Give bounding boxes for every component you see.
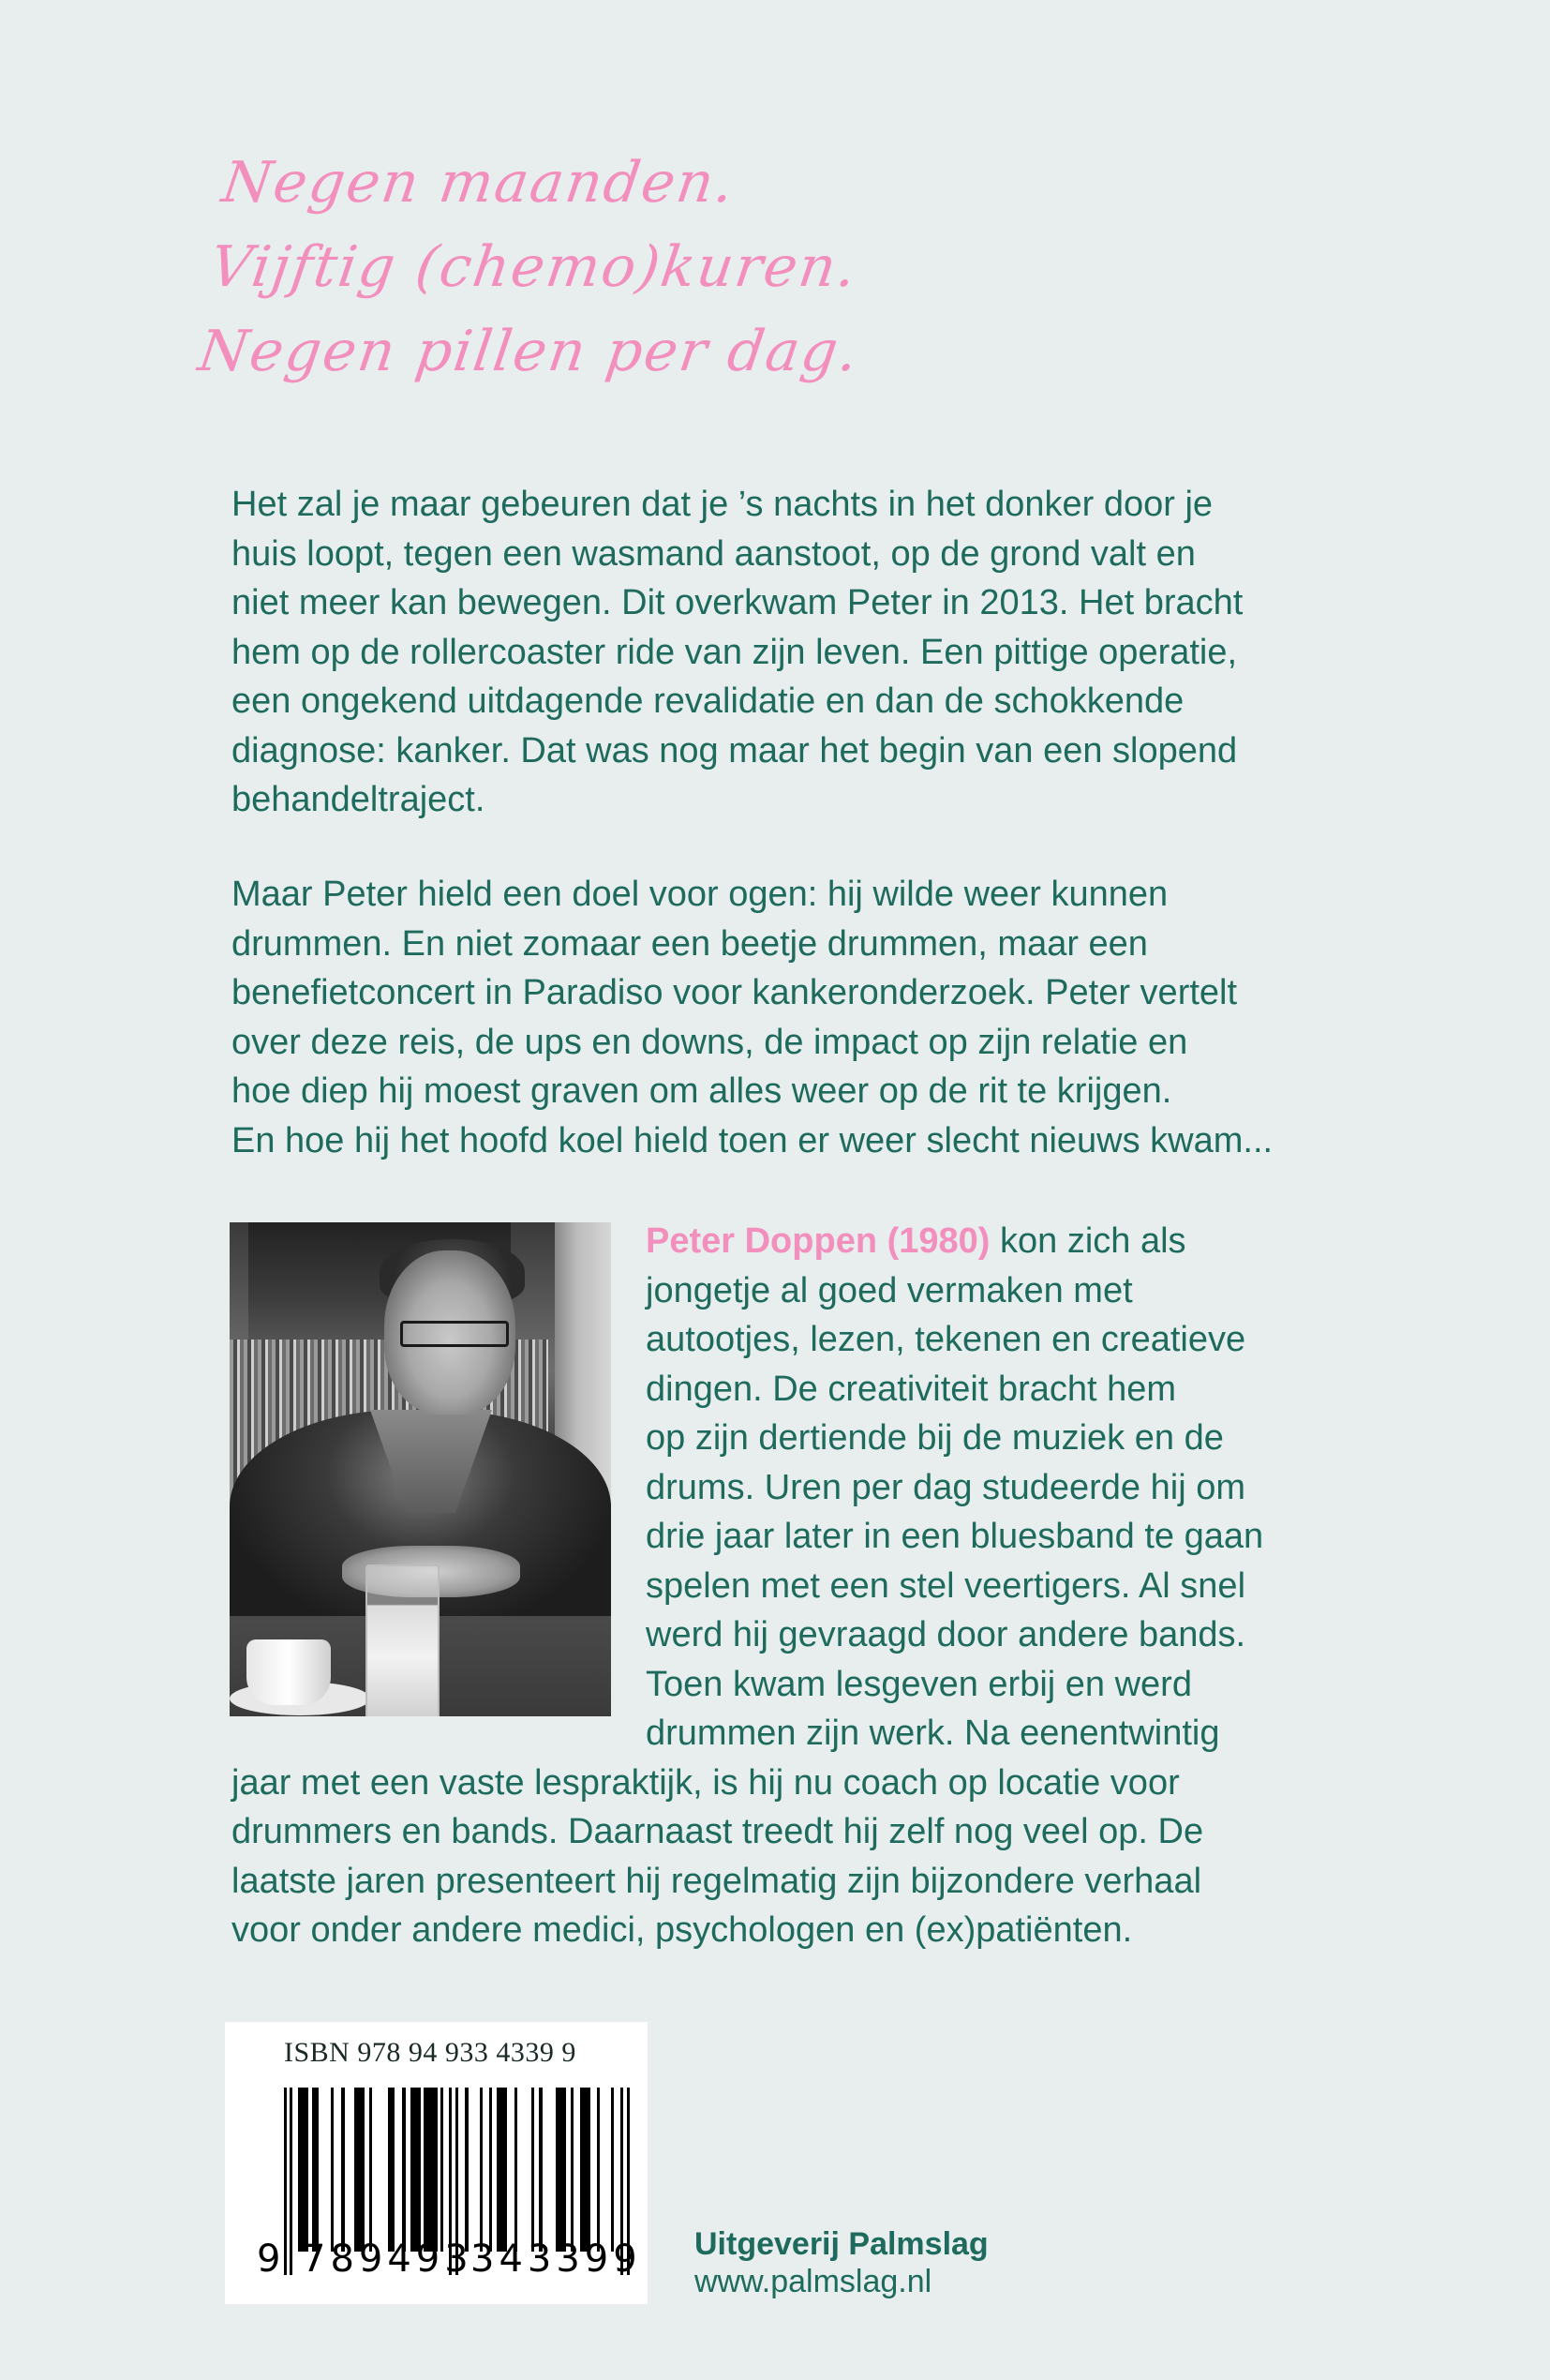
bio-line: drie jaar later in een bluesband te gaan (646, 1517, 1264, 1556)
barcode-digit-first: 9 (257, 2238, 286, 2281)
publisher-url[interactable]: www.palmslag.nl (694, 2264, 932, 2299)
bio-line: op zijn dertiende bij de muziek en de (646, 1418, 1224, 1458)
blurb-line: drummen. En niet zomaar een beetje drummen, maar een (231, 923, 1148, 964)
blurb-line: En hoe hij het hoofd koel hield toen er weer slecht nieuws kwam... (231, 1120, 1274, 1160)
author-bio (231, 1217, 1403, 1955)
bio-line: dingen. De creativiteit bracht hem (646, 1369, 1177, 1409)
handwritten-tagline (193, 141, 1353, 394)
bio-line: jongetje al goed vermaken met (646, 1270, 1133, 1310)
barcode-digits-left: 789493 (302, 2238, 473, 2281)
blurb-line: Maar Peter hield een doel voor ogen: hij wilde weer kunnen (231, 875, 1169, 914)
blurb-line: benefietconcert in Paradiso voor kankeronderzoek. Peter vertelt (231, 973, 1238, 1012)
blurb-line: behandeltraject. (231, 780, 485, 819)
bio-first-line-rest: kon zich als (990, 1221, 1186, 1261)
bio-line: autootjes, lezen, tekenen en creatieve (646, 1320, 1246, 1359)
bio-line: voor onder andere medici, psychologen en (ex)patiënten. (231, 1910, 1133, 1950)
bio-line: drummen zijn werk. Na eenentwintig (646, 1714, 1220, 1753)
blurb-line: huis loopt, tegen een wasmand aanstoot, op de grond valt en (231, 533, 1196, 574)
bio-line: werd hij gevraagd door andere bands. (646, 1615, 1246, 1654)
publisher-block (694, 2225, 989, 2300)
bio-line (231, 1217, 1403, 1266)
bio-line: drummers en bands. Daarnaast treedt hij zelf nog veel op. De (231, 1812, 1204, 1851)
bio-line: Toen kwam lesgeven erbij en werd (646, 1664, 1192, 1704)
publisher-name: Uitgeverij Palmslag (694, 2226, 989, 2262)
blurb-line: hem op de rollercoaster ride van zijn leven. Een pittige operatie, (231, 632, 1238, 672)
isbn-barcode (225, 2022, 648, 2304)
blurb-line: hoe diep hij moest graven om alles weer op de rit te krijgen. (231, 1071, 1172, 1111)
blurb-line: diagnose: kanker. Dat was nog maar het begin van een slopend (231, 730, 1238, 771)
bio-line: laatste jaren presenteert hij regelmatig zijn bijzondere verhaal (231, 1861, 1202, 1901)
tagline-line-1: Negen maanden. (217, 150, 739, 216)
blurb-line: niet meer kan bewegen. Dit overkwam Peter in 2013. Het bracht (231, 583, 1244, 622)
isbn-label: ISBN 978 94 933 4339 9 (284, 2037, 576, 2068)
bio-line: spelen met een stel veertigers. Al snel (646, 1565, 1246, 1606)
bio-line: drums. Uren per dag studeerde hij om (646, 1467, 1245, 1507)
blurb-line: een ongekend uitdagende revalidatie en dan de schokkende (231, 681, 1185, 721)
blurb-paragraph-1 (231, 480, 1403, 825)
blurb-line: over deze reis, de ups en downs, de impact op zijn relatie en (231, 1022, 1188, 1062)
blurb-paragraph-2 (231, 870, 1403, 1165)
tagline-line-3: Negen pillen per dag. (194, 319, 864, 384)
tagline-line-2: Vijftig (chemo)kuren. (206, 234, 862, 300)
barcode-digits-right: 343399 (470, 2238, 642, 2281)
author-name: Peter Doppen (1980) (646, 1221, 991, 1261)
blurb-line: Het zal je maar gebeuren dat je ’s nachts in het donker door je (231, 485, 1214, 524)
bio-line: jaar met een vaste lespraktijk, is hij nu coach op locatie voor (231, 1762, 1180, 1803)
barcode-digits (225, 2238, 648, 2294)
